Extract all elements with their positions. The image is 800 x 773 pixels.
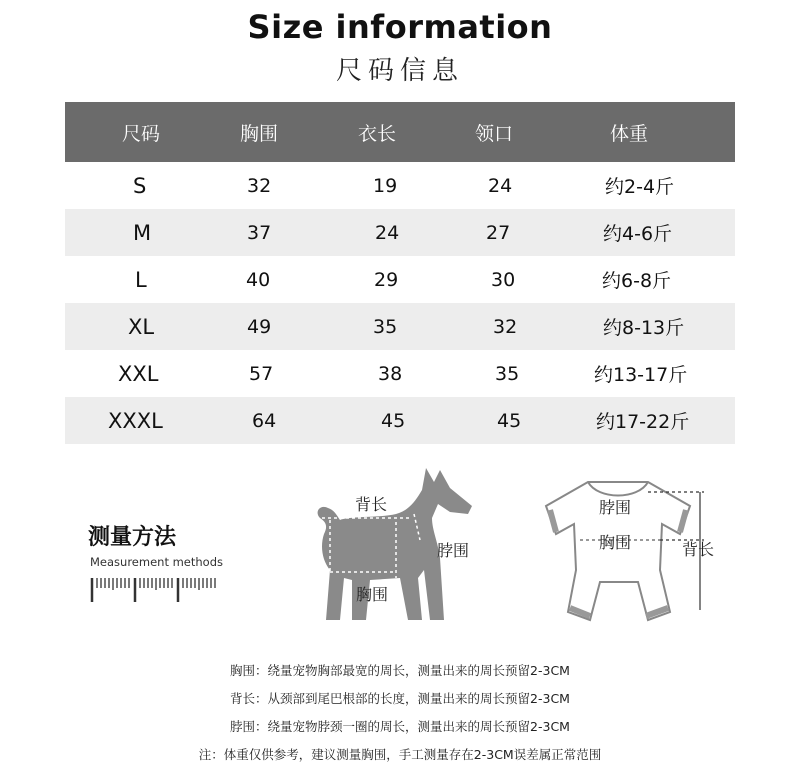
note-neck: 脖围：绕量宠物脖颈一圈的周长，测量出来的周长预留2-3CM <box>230 719 570 734</box>
cell-size: XXXL <box>108 408 163 433</box>
note-disclaimer: 注：体重仅供参考，建议测量胸围，手工测量存在2-3CM误差属正常范围 <box>198 747 602 762</box>
column-header-length: 衣长 <box>358 122 397 145</box>
table-row <box>65 256 735 303</box>
measurement-method-title: 测量方法 <box>88 525 177 550</box>
table-row <box>65 397 735 444</box>
column-header-neck: 领口 <box>475 122 514 145</box>
cell-length: 38 <box>378 362 403 385</box>
cell-length: 29 <box>374 268 399 291</box>
table-row <box>65 209 735 256</box>
cell-size: XXL <box>118 361 159 386</box>
cell-size: M <box>133 220 152 245</box>
note-back-length: 背长：从颈部到尾巴根部的长度，测量出来的周长预留2-3CM <box>230 691 570 706</box>
ruler-icon <box>90 574 220 606</box>
cell-weight: 约6-8斤 <box>602 270 672 292</box>
dog-neck-label: 脖围 <box>437 541 470 560</box>
cell-chest: 57 <box>249 362 274 385</box>
cell-neck: 27 <box>486 221 511 244</box>
cell-size: XL <box>128 314 155 339</box>
cell-neck: 45 <box>497 409 522 432</box>
note-chest: 胸围：绕量宠物胸部最宽的周长，测量出来的周长预留2-3CM <box>230 663 570 678</box>
cell-length: 35 <box>373 315 398 338</box>
dog-silhouette-icon <box>300 460 500 630</box>
cell-length: 19 <box>373 174 398 197</box>
shirt-chest-label: 胸围 <box>599 533 632 552</box>
dog-back-length-label: 背长 <box>355 495 388 514</box>
cell-length: 45 <box>381 409 406 432</box>
column-header-weight: 体重 <box>610 122 649 145</box>
table-header <box>65 102 735 162</box>
cell-neck: 24 <box>488 174 513 197</box>
cell-chest: 32 <box>247 174 272 197</box>
cell-weight: 约17-22斤 <box>596 411 690 433</box>
cell-chest: 64 <box>252 409 277 432</box>
cell-neck: 32 <box>493 315 518 338</box>
page-subtitle: 尺码信息 <box>335 56 464 86</box>
cell-weight: 约8-13斤 <box>603 317 685 339</box>
table-row <box>65 350 735 397</box>
shirt-back-length-label: 背长 <box>682 540 715 559</box>
cell-size: L <box>135 267 147 292</box>
cell-size: S <box>133 173 147 198</box>
page-title: Size information <box>247 8 553 46</box>
table-row <box>65 162 735 209</box>
cell-weight: 约4-6斤 <box>603 223 673 245</box>
cell-length: 24 <box>375 221 400 244</box>
shirt-neck-label: 脖围 <box>599 498 632 517</box>
cell-weight: 约13-17斤 <box>594 364 688 386</box>
cell-chest: 49 <box>247 315 272 338</box>
measurement-method-subtitle: Measurement methods <box>90 555 224 569</box>
column-header-chest: 胸围 <box>240 122 279 145</box>
cell-neck: 35 <box>495 362 520 385</box>
column-header-size: 尺码 <box>122 122 161 145</box>
cell-chest: 40 <box>246 268 271 291</box>
size-table <box>65 102 735 444</box>
dog-chest-label: 胸围 <box>356 585 389 604</box>
table-row <box>65 303 735 350</box>
cell-weight: 约2-4斤 <box>605 176 675 198</box>
cell-chest: 37 <box>247 221 272 244</box>
cell-neck: 30 <box>491 268 516 291</box>
